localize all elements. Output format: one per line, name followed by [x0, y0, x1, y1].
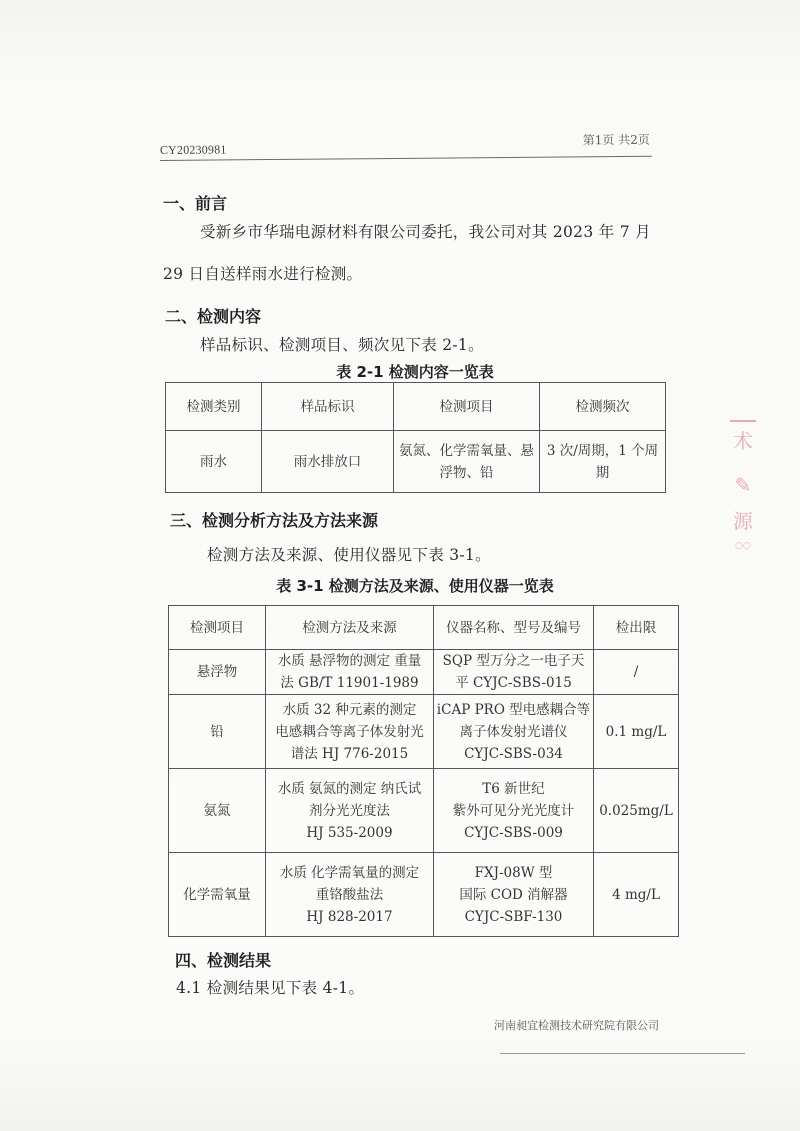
- instrument-cell: [434, 853, 594, 937]
- limit-cell: 0.025mg/L: [594, 769, 679, 853]
- method-line: 重铬酸盐法: [315, 886, 384, 903]
- limit-cell: 0.1 mg/L: [594, 695, 679, 769]
- table-row: [169, 695, 679, 769]
- method-cell: [266, 650, 434, 695]
- method-line: 水质 悬浮物的测定 重量: [277, 653, 422, 669]
- table-2-1-caption: 表 2-1 检测内容一览表: [336, 363, 494, 381]
- methods-paragraph: 检测方法及来源、使用仪器见下表 3-1。: [207, 546, 491, 564]
- method-line: HJ 828-2017: [306, 908, 393, 925]
- item-cell: 铅: [169, 695, 266, 769]
- instrument-line: 离子体发射光谱仪: [459, 723, 568, 740]
- limit-cell: 4 mg/L: [594, 853, 679, 937]
- header-cell: 检测方法及来源: [266, 606, 434, 650]
- instrument-line: CYJC-SBS-009: [464, 824, 563, 841]
- header-cell: 检出限: [594, 606, 679, 650]
- limit-cell: /: [594, 650, 679, 695]
- table-row: [169, 769, 679, 853]
- instrument-cell: [434, 769, 594, 853]
- method-cell: [266, 769, 434, 853]
- table-2-1: [165, 382, 666, 493]
- method-line: 谱法 HJ 776-2015: [290, 745, 409, 762]
- method-cell: [266, 695, 434, 769]
- table-3-1: [168, 605, 679, 937]
- stamp-glyph: ✎: [734, 473, 752, 497]
- header-cell: 检测项目: [169, 606, 266, 650]
- items-line: 氨氮、化学需氧量、悬: [399, 442, 534, 459]
- instrument-line: SQP 型万分之一电子天: [442, 653, 585, 669]
- header-cell: 检测项目: [394, 383, 540, 431]
- header-cell: 仪器名称、型号及编号: [434, 606, 594, 650]
- instrument-line: T6 新世纪: [482, 780, 545, 797]
- instrument-cell: [434, 695, 594, 769]
- instrument-line: 平 CYJC-SBS-015: [455, 675, 572, 691]
- method-cell: [266, 853, 434, 937]
- section-title-preface: 一、前言: [163, 194, 228, 213]
- table-3-1-caption: 表 3-1 检测方法及来源、使用仪器一览表: [276, 577, 554, 595]
- method-line: 剂分光光度法: [309, 802, 390, 819]
- stamp-glyph: 源: [733, 509, 753, 533]
- header-cell: 检测频次: [540, 383, 666, 431]
- section-title-content: 二、检测内容: [165, 307, 262, 326]
- preface-paragraph-line1: 受新乡市华瑞电源材料有限公司委托，我公司对其 2023 年 7 月: [200, 223, 651, 241]
- instrument-line: 紫外可见分光光度计: [452, 802, 575, 819]
- stamp-glyph: 术: [733, 429, 753, 453]
- section-title-results: 四、检测结果: [175, 951, 272, 970]
- footer-company-name: 河南昶宜检测技术研究院有限公司: [494, 1019, 659, 1032]
- instrument-line: FXJ-08W 型: [474, 864, 553, 881]
- table-header-row: [166, 383, 666, 431]
- document-number: CY20230981: [159, 142, 227, 158]
- header-cell: 样品标识: [262, 383, 394, 431]
- footer-divider: [500, 1053, 745, 1054]
- instrument-line: CYJC-SBS-034: [464, 745, 563, 762]
- stamp-glyph: ○○: [735, 541, 751, 551]
- table-header-row: [169, 606, 679, 650]
- instrument-line: iCAP PRO 型电感耦合等: [436, 701, 591, 718]
- method-line: HJ 535-2009: [306, 824, 393, 841]
- instrument-cell: [434, 650, 594, 695]
- results-paragraph: 4.1 检测结果见下表 4-1。: [176, 979, 365, 997]
- instrument-line: 国际 COD 消解器: [459, 886, 568, 903]
- section-title-methods: 三、检测分析方法及方法来源: [170, 511, 379, 530]
- category-cell: 雨水: [166, 431, 262, 493]
- items-cell: [394, 431, 540, 493]
- frequency-cell: 3 次/周期，1 个周期: [540, 431, 666, 493]
- sample-id-cell: 雨水排放口: [262, 431, 394, 493]
- page-indicator: 第1页 共2页: [582, 132, 650, 148]
- content-paragraph: 样品标识、检测项目、频次见下表 2-1。: [200, 336, 484, 354]
- table-row: [169, 650, 679, 695]
- item-cell: 氨氮: [169, 769, 266, 853]
- method-line: 水质 化学需氧量的测定: [279, 864, 420, 881]
- instrument-line: CYJC-SBF-130: [464, 908, 563, 925]
- items-line: 浮物、铅: [439, 464, 494, 481]
- seal-stamp-icon: [728, 420, 758, 570]
- item-cell: 化学需氧量: [169, 853, 266, 937]
- method-line: 法 GB/T 11901-1989: [280, 675, 419, 691]
- preface-paragraph-line2: 29 日自送样雨水进行检测。: [163, 265, 363, 283]
- page-header: [160, 129, 652, 161]
- table-row: [169, 853, 679, 937]
- table-row: [166, 431, 666, 493]
- item-cell: 悬浮物: [169, 650, 266, 695]
- method-line: 电感耦合等离子体发射光: [275, 723, 424, 740]
- method-line: 水质 氨氮的测定 纳氏试: [277, 780, 422, 797]
- method-line: 水质 32 种元素的测定: [282, 701, 417, 718]
- header-cell: 检测类别: [166, 383, 262, 431]
